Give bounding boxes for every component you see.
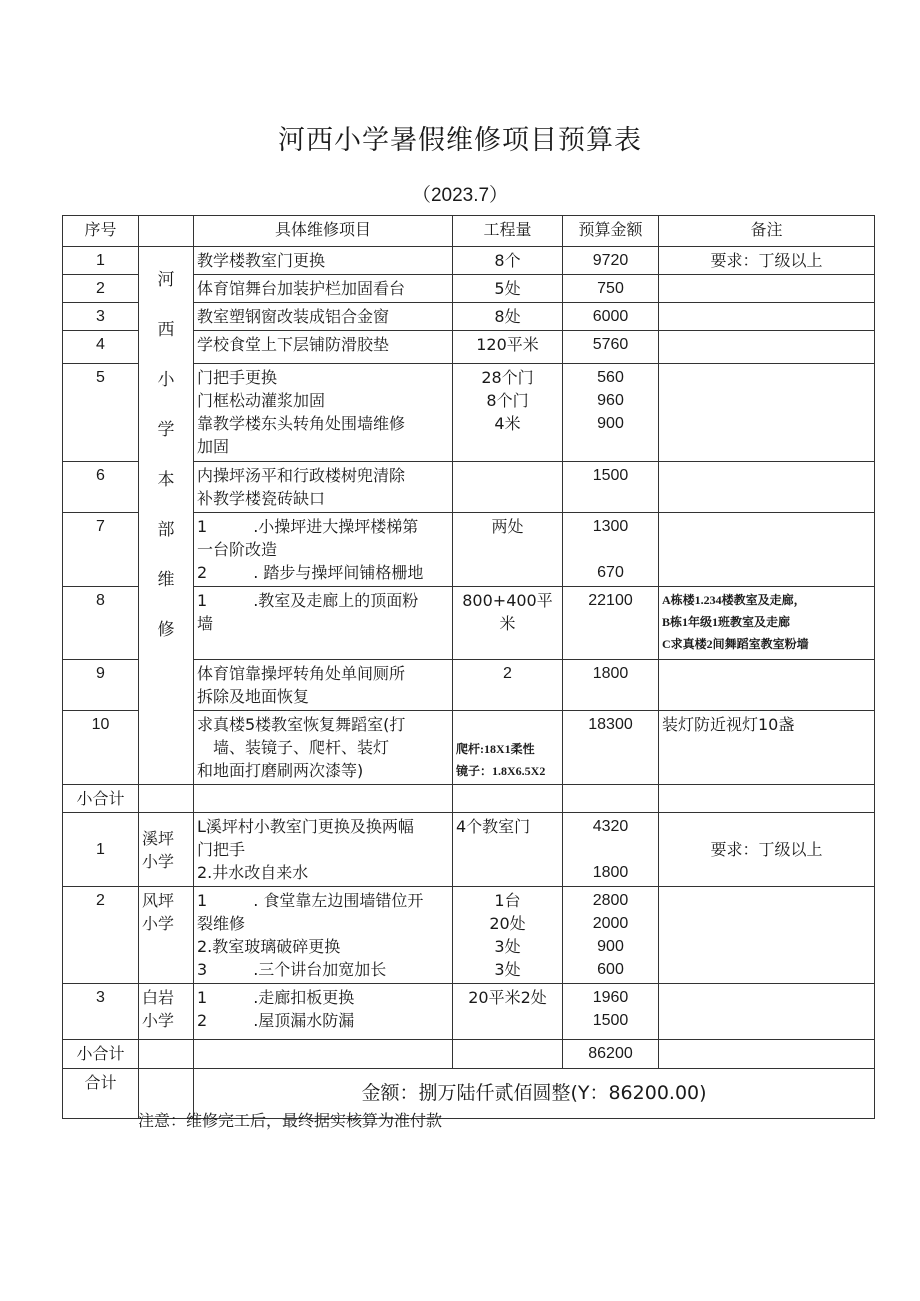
header-item: 具体维修项目 [194, 216, 453, 247]
row-qty: 8个 [453, 247, 563, 275]
row-note [659, 364, 875, 462]
row-no: 5 [63, 364, 139, 462]
row-no: 7 [63, 513, 139, 587]
item-text: .三个讲台加宽加长 [253, 960, 387, 979]
amount-line: 2000 [592, 915, 629, 932]
note-line: C求真楼2间舞蹈室教室粉墙 [662, 637, 809, 651]
row-item [194, 813, 453, 887]
amount-line: 1800 [592, 864, 629, 881]
row-item: 学校食堂上下层铺防滑胶垫 [194, 331, 453, 364]
section-label-hexi [139, 247, 194, 785]
row-item: 体育馆舞台加装护栏加固看台 [194, 275, 453, 303]
table-row [63, 984, 875, 1040]
row-amount: 1500 [563, 462, 659, 513]
item-line: 门把手 [197, 840, 246, 859]
item-text: .走廊扣板更换 [253, 988, 355, 1007]
row-qty: 两处 [453, 513, 563, 587]
row-note [659, 462, 875, 513]
row-amount: 18300 [563, 711, 659, 785]
qty-line: 3处 [494, 937, 521, 956]
row-item [194, 364, 453, 462]
row-item [194, 462, 453, 513]
row-qty: 120平米 [453, 331, 563, 364]
row-note: 装灯防近视灯10盏 [659, 711, 875, 785]
amount-line: 960 [597, 392, 624, 409]
qty-line: 米 [499, 614, 516, 633]
header-note: 备注 [659, 216, 875, 247]
amount-line: 1960 [592, 989, 629, 1006]
row-note [659, 587, 875, 660]
item-line: 裂维修 [197, 914, 246, 933]
row-qty [453, 364, 563, 462]
item-line [197, 1009, 449, 1032]
row-no: 9 [63, 660, 139, 711]
row-note: 要求：丁级以上 [659, 247, 875, 275]
row-no: 3 [63, 303, 139, 331]
row-item [194, 984, 453, 1040]
item-text: . 食堂靠左边围墙错位开 [253, 891, 424, 910]
qty-line: 4米 [494, 414, 521, 433]
amount-line: 1300 [592, 518, 629, 535]
row-qty: 8处 [453, 303, 563, 331]
row-amount [563, 887, 659, 984]
qty-line: 1台 [494, 891, 521, 910]
row-qty: 4个教室门 [453, 813, 563, 887]
school-line: 小学 [142, 914, 175, 933]
amount-line: 2800 [592, 892, 629, 909]
item-line: 一台阶改造 [197, 540, 278, 559]
amount-line: 600 [597, 961, 624, 978]
subtotal-amount: 86200 [563, 1040, 659, 1069]
subtotal-label: 小合计 [63, 1040, 139, 1069]
row-no: 8 [63, 587, 139, 660]
row-note [659, 887, 875, 984]
row-item: 教学楼教室门更换 [194, 247, 453, 275]
empty-cell [659, 785, 875, 813]
row-amount [563, 513, 659, 587]
table-row [63, 887, 875, 984]
row-item: 教室塑钢窗改装成铝合金窗 [194, 303, 453, 331]
item-line: 补教学楼瓷砖缺口 [197, 489, 326, 508]
item-line: 门把手更换 [197, 368, 278, 387]
row-no: 2 [63, 275, 139, 303]
row-qty: 2 [453, 660, 563, 711]
section-char: 部 [157, 520, 175, 540]
item-line: 2.井水改自来水 [197, 863, 309, 882]
item-line: 门框松动灌浆加固 [197, 391, 326, 410]
row-amount: 1800 [563, 660, 659, 711]
item-line [197, 515, 449, 538]
row-amount: 750 [563, 275, 659, 303]
empty-cell [453, 785, 563, 813]
row-qty [453, 711, 563, 785]
item-line [197, 561, 449, 584]
school-label [139, 984, 194, 1040]
item-line: 墙、装镜子、爬杆、装灯 [213, 738, 390, 757]
subtotal-row [63, 785, 875, 813]
subtotal-row [63, 1040, 875, 1069]
row-amount: 22100 [563, 587, 659, 660]
qty-line: 20处 [489, 914, 526, 933]
total-amount-text: 金额：捌万陆仟贰佰圆整(Y：86200.00) [194, 1069, 875, 1119]
qty-line: 28个门 [481, 368, 534, 387]
header-amount: 预算金额 [563, 216, 659, 247]
row-amount [563, 984, 659, 1040]
amount-line: 900 [597, 938, 624, 955]
item-prefix: 3 [197, 960, 208, 979]
school-label [139, 813, 194, 887]
qty-line: 镜子：1.8X6.5X2 [456, 764, 546, 778]
item-prefix: 1 [197, 591, 208, 610]
section-char: 河 [157, 270, 175, 290]
row-note [659, 513, 875, 587]
item-line [197, 889, 449, 912]
empty-cell [563, 785, 659, 813]
empty-cell [659, 1040, 875, 1069]
row-item [194, 887, 453, 984]
subtotal-label: 小合计 [63, 785, 139, 813]
item-text: .教室及走廊上的顶面粉 [253, 591, 419, 610]
note-line: A栋楼1.234楼教室及走廊， [662, 593, 806, 607]
row-note [659, 984, 875, 1040]
item-line: 体育馆靠操坪转角处单间厕所 [197, 664, 406, 683]
qty-line: 800+400平 [462, 591, 553, 610]
empty-cell [139, 785, 194, 813]
amount-line: 560 [597, 369, 624, 386]
empty-cell [453, 1040, 563, 1069]
row-qty: 5处 [453, 275, 563, 303]
section-char: 西 [157, 320, 175, 340]
qty-line: 8个门 [486, 391, 529, 410]
note-line: B栋1年级1班教室及走廊 [662, 615, 791, 629]
qty-line: 3处 [494, 960, 521, 979]
school-line: 白岩 [142, 988, 175, 1007]
table-row [63, 247, 875, 275]
school-line: 风坪 [142, 891, 175, 910]
row-note [659, 331, 875, 364]
page-subtitle: （2023.7） [411, 185, 509, 206]
row-no: 2 [63, 887, 139, 984]
item-text: .小操坪进大操坪楼梯第 [253, 517, 419, 536]
empty-cell [139, 1040, 194, 1069]
qty-line: 爬杆:18X1柔性 [456, 742, 535, 756]
row-no: 1 [63, 813, 139, 887]
row-qty [453, 587, 563, 660]
row-note: 要求：丁级以上 [659, 813, 875, 887]
amount-line: 670 [597, 564, 624, 581]
item-line: 2.教室玻璃破碎更换 [197, 937, 341, 956]
budget-table [62, 215, 875, 1119]
amount-line: 4320 [592, 818, 629, 835]
item-line: 墙 [197, 614, 214, 633]
item-line: 靠教学楼东头转角处围墙维修 [197, 414, 406, 433]
row-amount: 6000 [563, 303, 659, 331]
row-qty [453, 887, 563, 984]
item-line: 拆除及地面恢复 [197, 687, 310, 706]
row-note [659, 303, 875, 331]
item-line [197, 958, 449, 981]
item-prefix: 1 [197, 517, 208, 536]
row-amount [563, 813, 659, 887]
footer-note: 注意：维修完工后，最终据实核算为准付款 [138, 1111, 443, 1130]
item-prefix: 2 [197, 1011, 208, 1030]
amount-line: 900 [597, 415, 624, 432]
row-item [194, 513, 453, 587]
row-amount: 9720 [563, 247, 659, 275]
item-line [197, 589, 449, 612]
item-prefix: 2 [197, 563, 208, 582]
section-char: 本 [157, 470, 175, 490]
header-qty: 工程量 [453, 216, 563, 247]
empty-cell [194, 785, 453, 813]
row-no: 10 [63, 711, 139, 785]
item-text: .屋顶漏水防漏 [253, 1011, 355, 1030]
row-item [194, 711, 453, 785]
row-qty [453, 462, 563, 513]
row-item [194, 660, 453, 711]
page-title: 河西小学暑假维修项目预算表 [278, 125, 642, 156]
school-label [139, 887, 194, 984]
empty-cell [194, 1040, 453, 1069]
item-prefix: 1 [197, 988, 208, 1007]
section-char: 修 [157, 620, 175, 640]
amount-line: 1500 [592, 1012, 629, 1029]
item-line [197, 986, 449, 1009]
row-no: 4 [63, 331, 139, 364]
school-line: 小学 [142, 1011, 175, 1030]
item-line: 加固 [197, 437, 230, 456]
row-qty: 20平米2处 [453, 984, 563, 1040]
row-no: 1 [63, 247, 139, 275]
header-blank [139, 216, 194, 247]
item-line: 内操坪汤平和行政楼树兜清除 [197, 466, 406, 485]
row-note [659, 275, 875, 303]
item-line: 和地面打磨刷两次漆等) [197, 761, 364, 780]
item-line: L溪坪村小教室门更换及换两幅 [197, 817, 414, 836]
table-row [63, 813, 875, 887]
section-char: 维 [157, 570, 175, 590]
header-row [63, 216, 875, 247]
section-char: 学 [157, 420, 175, 440]
row-item [194, 587, 453, 660]
row-amount [563, 364, 659, 462]
row-note [659, 660, 875, 711]
header-no: 序号 [63, 216, 139, 247]
row-amount: 5760 [563, 331, 659, 364]
total-label: 合计 [63, 1069, 139, 1119]
row-no: 6 [63, 462, 139, 513]
school-line: 小学 [142, 851, 175, 871]
school-line: 溪坪 [142, 828, 175, 848]
item-prefix: 1 [197, 891, 208, 910]
item-text: . 踏步与操坪间铺格栅地 [253, 563, 424, 582]
item-line: 求真楼5楼教室恢复舞蹈室(打 [197, 715, 406, 734]
section-char: 小 [157, 370, 175, 390]
row-no: 3 [63, 984, 139, 1040]
